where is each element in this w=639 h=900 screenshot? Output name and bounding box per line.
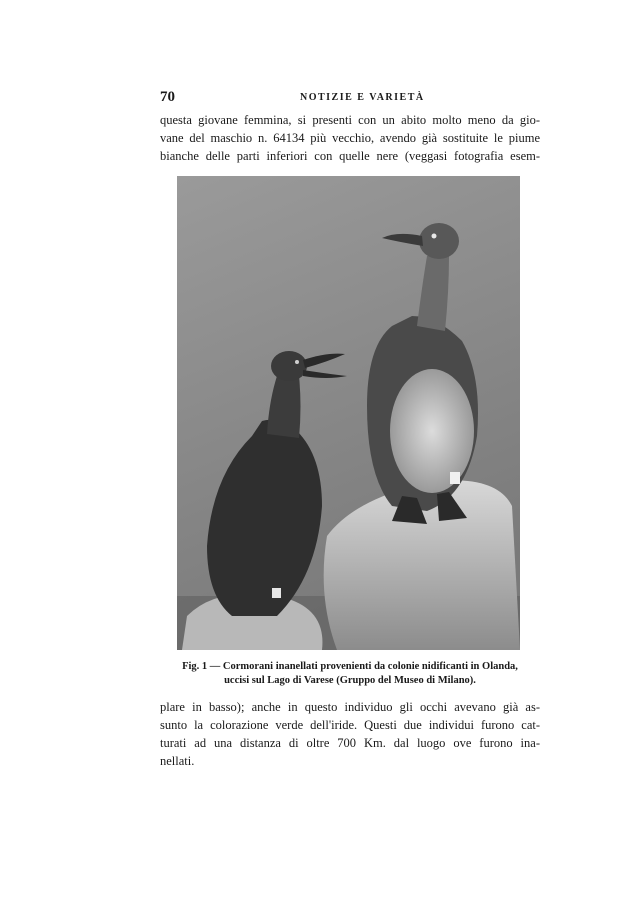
paragraph-bottom [160, 698, 540, 770]
text-line: turati ad una distanza di oltre 700 Km. dal luogo ove furono ina- [160, 736, 540, 750]
running-head: NOTIZIE E VARIETÀ [300, 92, 425, 103]
caption-line: Fig. 1 — Cormorani inanellati provenienti da colonie nidificanti in Olanda, [182, 661, 518, 672]
cormorant-photograph [177, 176, 520, 650]
text-line: bianche delle parti inferiori con quelle nere (veggasi fotografia esem- [160, 149, 540, 163]
text-line: sunto la colorazione verde dell'iride. Questi due individui furono cat- [160, 718, 540, 732]
page-number: 70 [160, 89, 175, 105]
paragraph-top [160, 111, 540, 165]
text-line: vane del maschio n. 64134 più vecchio, avendo già sostituite le piume [160, 131, 540, 145]
text-line: plare in basso); anche in questo individuo gli occhi avevano già as- [160, 700, 540, 714]
text-line: nellati. [160, 754, 195, 768]
caption-line: uccisi sul Lago di Varese (Gruppo del Museo di Milano). [224, 675, 476, 686]
figure-caption [168, 660, 532, 688]
photo-illustration [177, 176, 520, 650]
text-line: questa giovane femmina, si presenti con un abito molto meno da gio- [160, 113, 540, 127]
